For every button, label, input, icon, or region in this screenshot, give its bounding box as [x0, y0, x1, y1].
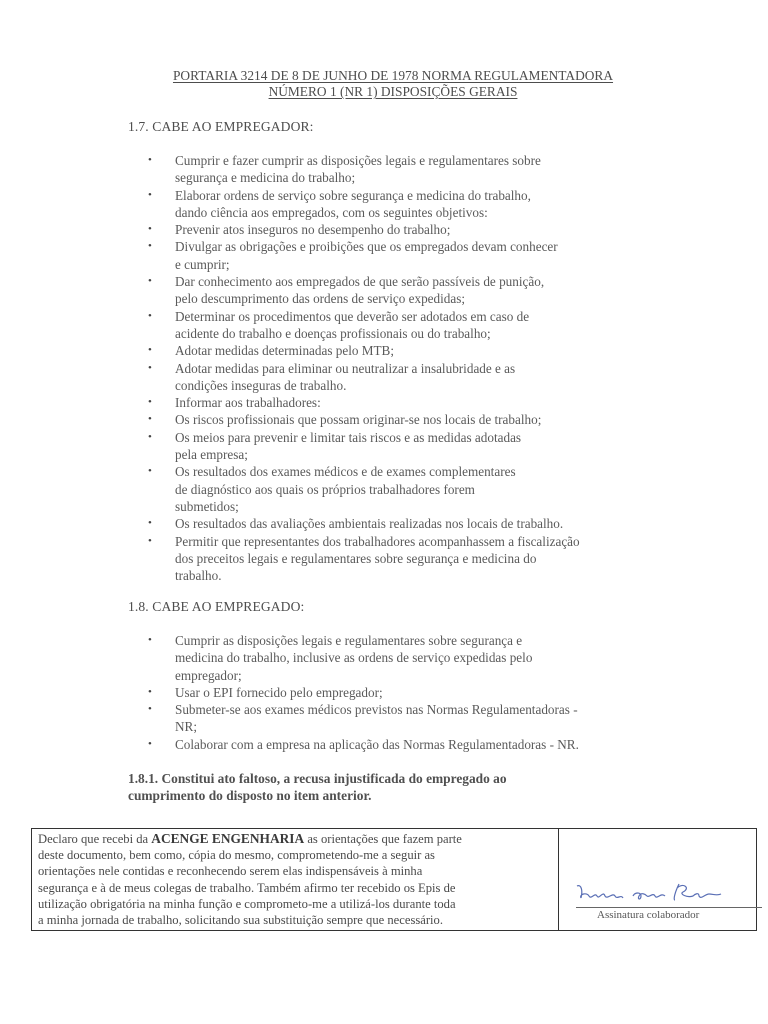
bullet-icon: •	[148, 240, 152, 253]
declaration-line-1	[38, 831, 556, 847]
bullet-icon: •	[148, 223, 152, 236]
employer-item-text: de diagnóstico aos quais os próprios trabalhadores forem	[175, 481, 475, 497]
employer-item-text: trabalho.	[175, 568, 222, 584]
bullet-icon: •	[148, 344, 152, 357]
bullet-icon: •	[148, 430, 152, 443]
signature-label: Assinatura colaborador	[597, 909, 700, 921]
employee-duties-list	[148, 632, 579, 753]
employer-item-text: Os resultados das avaliações ambientais realizadas nos locais de trabalho.	[175, 516, 564, 532]
employer-item-text: condições inseguras de trabalho.	[175, 377, 347, 393]
bullet-icon: •	[148, 413, 152, 426]
title-line-2: NÚMERO 1 (NR 1) DISPOSIÇÕES GERAIS	[268, 84, 518, 99]
bullet-icon: •	[148, 737, 152, 750]
declaration-prefix: Declaro que recebi da	[38, 832, 152, 846]
bullet-icon: •	[148, 361, 152, 374]
employer-list-item	[148, 273, 580, 308]
bullet-icon: •	[148, 309, 152, 322]
employee-item-text: Submeter-se aos exames médicos previstos nas Normas Regulamentadoras -	[175, 702, 578, 718]
employer-item-text: Adotar medidas para eliminar ou neutralizar a insalubridade e as	[175, 360, 516, 376]
employer-duties-list	[148, 152, 580, 584]
bullet-icon: •	[148, 465, 152, 478]
employer-item-text: Permitir que representantes dos trabalhadores acompanhassem a fiscalização	[175, 533, 580, 549]
bullet-icon: •	[148, 634, 152, 646]
employer-item-text: segurança e medicina do trabalho;	[175, 170, 356, 186]
faltoso-note	[128, 770, 507, 804]
employer-list-item	[148, 429, 580, 464]
employer-list-item	[148, 463, 580, 515]
declaration-box	[31, 828, 757, 931]
employer-list-item	[148, 533, 580, 585]
employer-list-item	[148, 411, 580, 428]
employer-item-text: Divulgar as obrigações e proibições que os empregados devam conhecer	[175, 239, 558, 255]
employee-item-text: medicina do trabalho, inclusive as ordens de serviço expedidas pelo	[175, 650, 533, 666]
employee-list-item	[148, 736, 579, 753]
bullet-icon: •	[148, 517, 152, 530]
bullet-icon: •	[148, 154, 152, 166]
signature-line	[576, 907, 762, 908]
employer-item-text: Cumprir e fazer cumprir as disposições legais e regulamentares sobre	[175, 153, 541, 168]
employer-list-item	[148, 515, 580, 532]
employer-list-item	[148, 394, 580, 411]
bullet-icon: •	[148, 534, 152, 547]
declaration-line-6: a minha jornada de trabalho, solicitando sua substituição sempre que necessário.	[38, 913, 443, 928]
employer-list-item	[148, 238, 580, 273]
declaration-line-3: orientações nele contidas e reconhecendo serem elas indispensáveis à minha	[38, 864, 423, 879]
handwritten-signature	[575, 876, 735, 906]
employer-item-text: Adotar medidas determinadas pelo MTB;	[175, 343, 395, 359]
declaration-suffix: as orientações que fazem parte	[304, 832, 462, 846]
employer-item-text: Prevenir atos inseguros no desempenho do trabalho;	[175, 222, 451, 238]
employer-item-text: dando ciência aos empregados, com os seguintes objetivos:	[175, 204, 488, 220]
declaration-line-2: deste documento, bem como, cópia do mesmo, comprometendo-me a seguir as	[38, 848, 435, 863]
employer-item-text: e cumprir;	[175, 256, 230, 272]
employee-section-heading: 1.8. CABE AO EMPREGADO:	[128, 599, 305, 614]
note-line-1: 1.8.1. Constitui ato faltoso, a recusa injustificada do empregado ao	[128, 771, 507, 786]
employer-list-item	[148, 342, 580, 359]
employer-section-heading: 1.7. CABE AO EMPREGADOR:	[128, 119, 314, 134]
employer-list-item	[148, 187, 580, 222]
employee-item-text: NR;	[175, 719, 197, 735]
declaration-text	[38, 831, 556, 928]
employer-item-text: Determinar os procedimentos que deverão ser adotados em caso de	[175, 308, 530, 324]
employee-list-item	[148, 684, 579, 701]
employer-item-text: pelo descumprimento das ordens de serviço expedidas;	[175, 291, 466, 307]
bullet-icon: •	[148, 275, 152, 288]
employer-item-text: Os resultados dos exames médicos e de exames complementares	[175, 464, 516, 480]
employee-list-item	[148, 701, 579, 736]
employer-list-item	[148, 360, 580, 395]
title-line-1: PORTARIA 3214 DE 8 DE JUNHO DE 1978 NORMA REGULAMENTADORA	[172, 68, 614, 83]
employee-item-text: empregador;	[175, 667, 242, 683]
bullet-icon: •	[148, 396, 152, 409]
note-line-2: cumprimento do disposto no item anterior.	[128, 788, 372, 803]
employer-item-text: Informar aos trabalhadores:	[175, 395, 321, 411]
signature-divider	[558, 829, 559, 930]
employer-item-text: Elaborar ordens de serviço sobre segurança e medicina do trabalho,	[175, 187, 531, 203]
employee-list-item	[148, 632, 579, 684]
employee-item-text: Usar o EPI fornecido pelo empregador;	[175, 684, 383, 700]
company-name: ACENGE ENGENHARIA	[151, 831, 305, 846]
declaration-line-4: segurança e à de meus colegas de trabalho. Também afirmo ter recebido os Epis de	[38, 880, 456, 895]
employer-item-text: submetidos;	[175, 498, 239, 514]
employer-list-item	[148, 308, 580, 343]
bullet-icon: •	[148, 188, 152, 201]
employer-item-text: Dar conhecimento aos empregados de que serão passíveis de punição,	[175, 274, 545, 290]
employer-list-item	[148, 221, 580, 238]
document-title	[0, 68, 768, 100]
employer-item-text: acidente do trabalho e doenças profissionais ou do trabalho;	[175, 325, 491, 341]
employer-item-text: pela empresa;	[175, 447, 248, 463]
employer-item-text: Os meios para prevenir e limitar tais riscos e as medidas adotadas	[175, 429, 522, 445]
employee-item-text: Colaborar com a empresa na aplicação das Normas Regulamentadoras - NR.	[175, 736, 579, 752]
employee-item-text: Cumprir as disposições legais e regulamentares sobre segurança e	[175, 633, 523, 648]
declaration-line-5: utilização obrigatória na minha função e comprometo-me a utilizá-los durante toda	[38, 896, 456, 911]
employer-list-item	[148, 152, 580, 187]
employer-item-text: Os riscos profissionais que possam originar-se nos locais de trabalho;	[175, 412, 542, 428]
employer-item-text: dos preceitos legais e regulamentares sobre segurança e medicina do	[175, 550, 537, 566]
bullet-icon: •	[148, 703, 152, 716]
bullet-icon: •	[148, 685, 152, 698]
